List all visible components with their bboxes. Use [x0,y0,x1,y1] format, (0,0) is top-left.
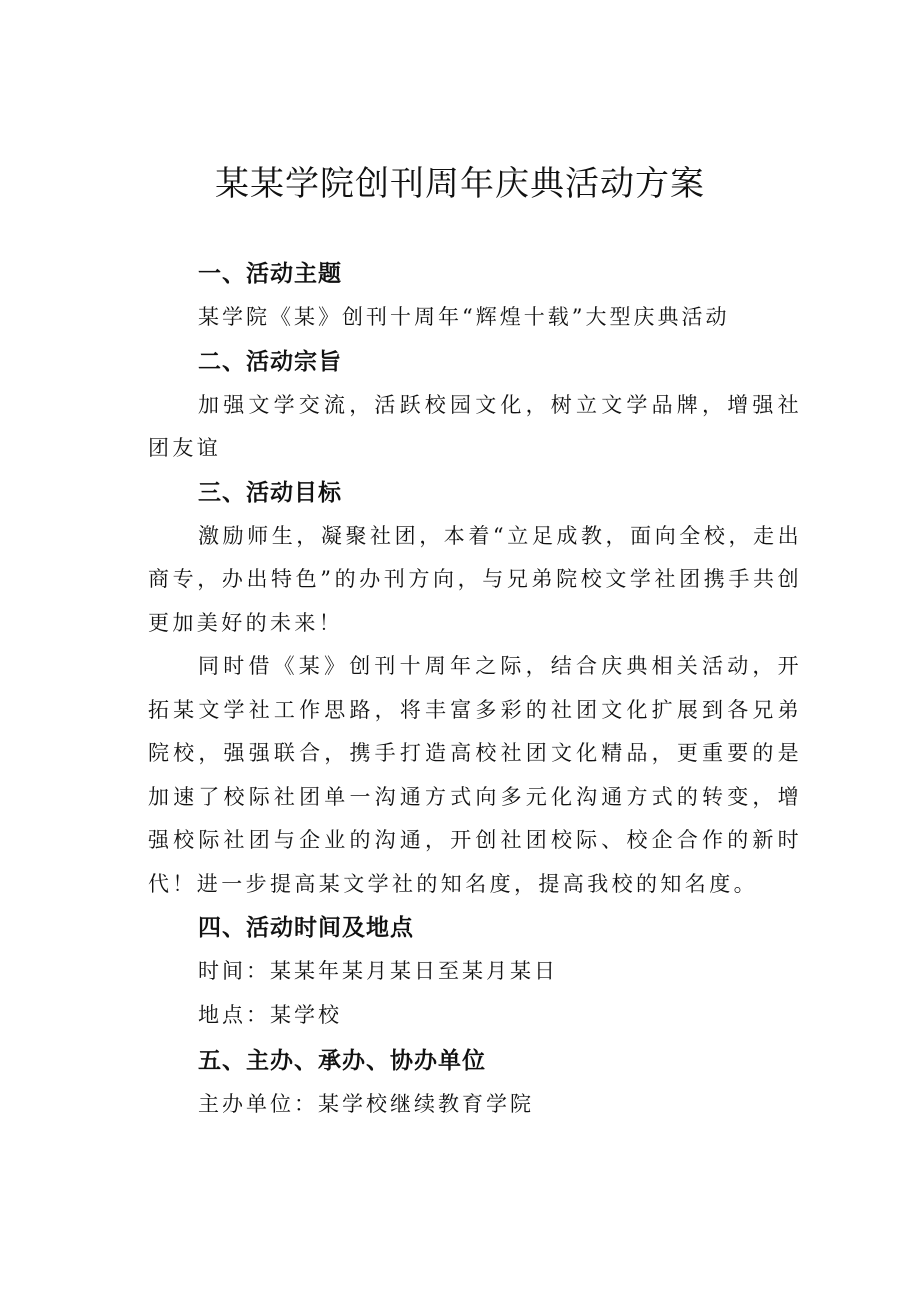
document-body [148,252,802,1127]
section-text-theme: 某学院《某》创刊十周年“辉煌十载”大型庆典活动 [198,305,730,329]
section-paragraph-goals-1: 激励师生，凝聚社团，本着“立足成教，面向全校，走出商专，办出特色”的办刊方向，与兄弟院校文学社团携手共创更加美好的未来！ [148,523,802,635]
document-title: 某某学院创刊周年庆典活动方案 [215,164,705,204]
section-heading-theme: 一、活动主题 [198,261,342,287]
section-heading-organizers: 五、主办、承办、协办单位 [198,1048,486,1074]
section-text-time: 时间：某某年某月某日至某月某日 [198,959,558,983]
section-heading-purpose: 二、活动宗旨 [198,348,342,375]
section-text-host: 主办单位：某学校继续教育学院 [198,1092,534,1116]
section-paragraph-goals-2: 同时借《某》创刊十周年之际，结合庆典相关活动，开拓某文学社工作思路，将丰富多彩的社团文化扩展到各兄弟院校，强强联合，携手打造高校社团文化精品，更重要的是加速了校际社团单一沟通方式向多元化沟通方式的转变，增强校际社团与企业的沟通，开创社团校际、校企合作的新时代！进一步提高某文学社的知名度，提高我校的知名度。 [148,654,802,896]
section-text-place: 地点：某学校 [198,1002,342,1027]
section-heading-time-place: 四、活动时间及地点 [198,915,414,941]
section-text-purpose: 加强文学交流，活跃校园文化，树立文学品牌，增强社团友谊 [148,392,802,460]
section-heading-goals: 三、活动目标 [198,479,342,506]
